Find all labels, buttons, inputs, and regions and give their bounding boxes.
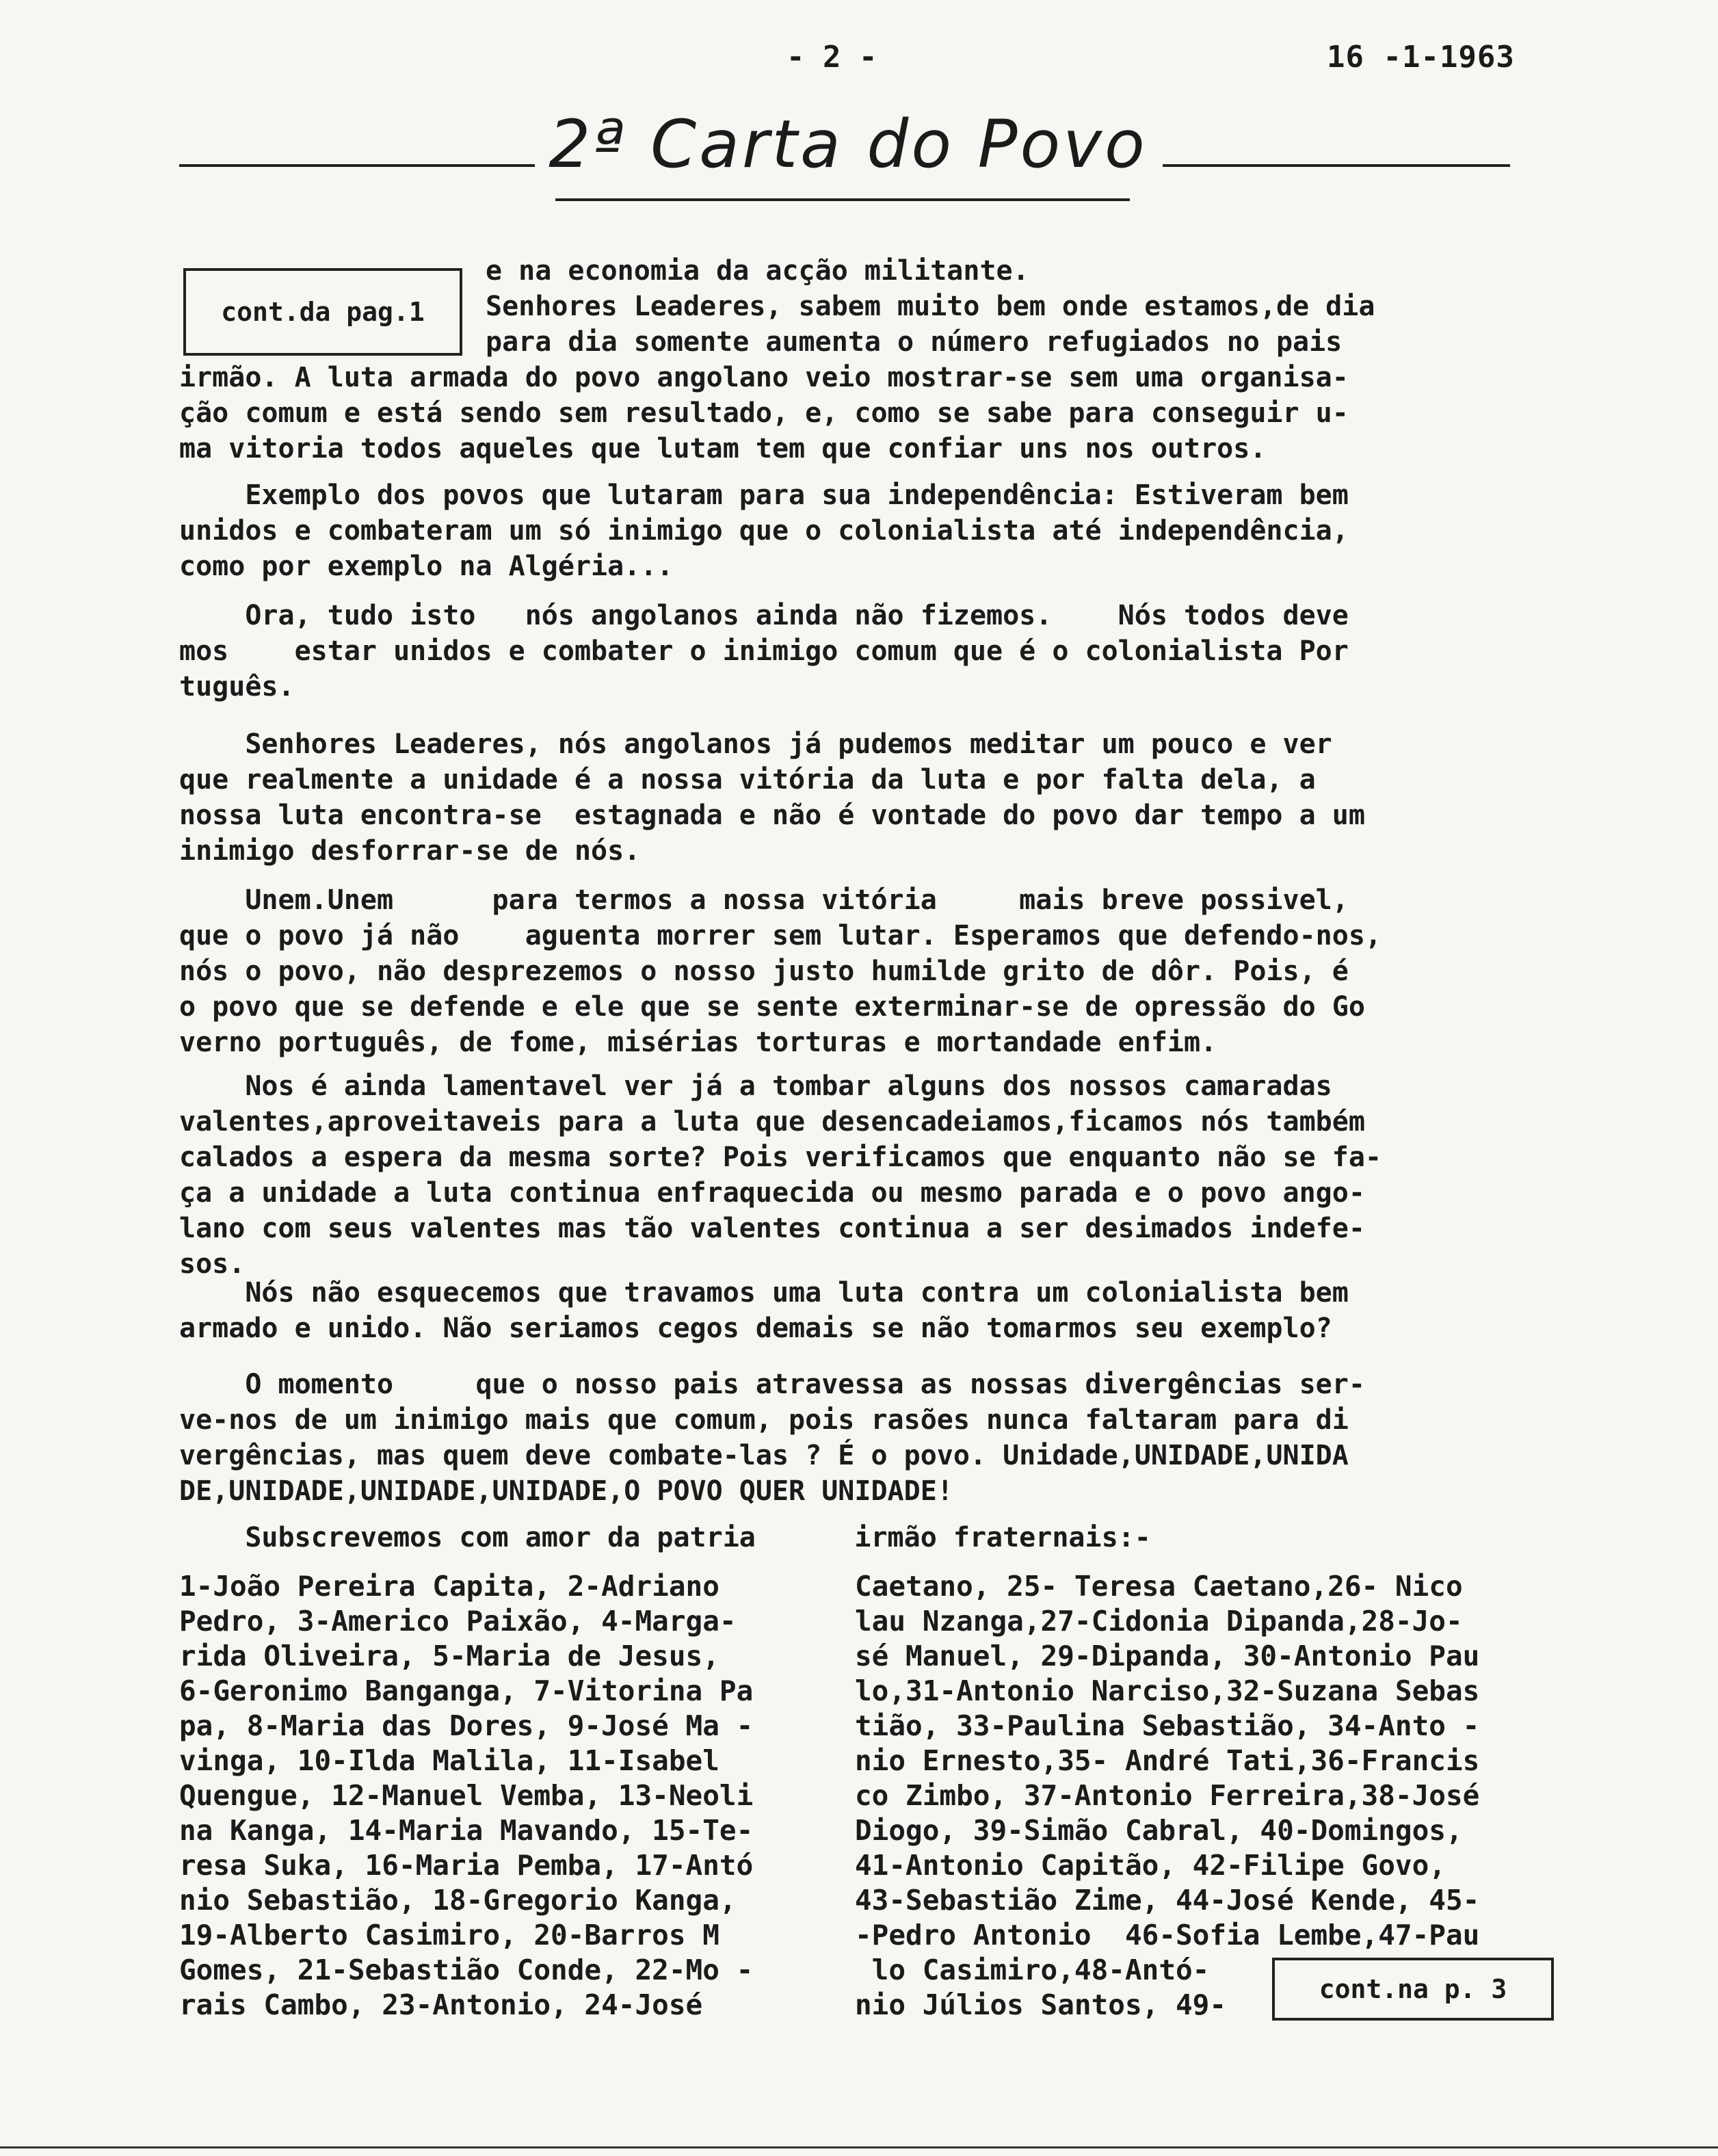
signatories-right-column: Caetano, 25- Teresa Caetano,26- Nico lau Nzanga,27-Cidonia Dipanda,28-Jo- sé Manuel, 29-Dipanda, 30-Antonio Pau lo,31-Antonio Narciso,32-Suzana Sebas tião, 33-Paulina Sebastião, 34-Anto - nio Ernesto,35- André Tati,36-Francis co Zimbo, 37-Antonio Ferreira,38-José Diogo, 39-Simão Cabral, 40-Domingos, 41-Antonio Capitão, 42-Filipe Govo, 43-Sebastião Zime, 44-José Kende, 45- -Pedro Antonio 46-Sofia Lembe,47-Pau lo Casimiro,48-Antó- nio Júlios Santos, 49- [855,1570,1480,2021]
paragraph-3: Senhores Leaderes, nós angolanos já pudemos meditar um pouco e ver que realmente a unidade é a nossa vitória da luta e por falta dela, a nossa luta encontra-se estagnada e não é vontade do povo dar tempo a um inimigo desforrar-se de nós. [179,728,1365,867]
continued-from-label: cont.da pag.1 [221,297,425,327]
intro-lines: e na economia da acção militante. Senhores Leaderes, sabem muito bem onde estamos,de dia para dia somente aumenta o número refugiados no pais [486,255,1375,358]
paragraph-6: Nós não esquecemos que travamos uma luta contra um colonialista bem armado e unido. Não seriamos cegos demais se não tomarmos seu exemplo? [179,1277,1349,1344]
paragraph-1: Exemplo dos povos que lutaram para sua independência: Estiveram bem unidos e combateram um só inimigo que o colonialista até independência, como por exemplo na Algéria... [179,479,1349,582]
title-rule-left [179,164,535,167]
paragraph-7: O momento que o nosso pais atravessa as nossas divergências ser- ve-nos de um inimigo mais que comum, pois rasões nunca faltaram para di vergências, mas quem deve combate-las ? É o povo. Unidade,UNIDADE,UNIDA DE,UNIDADE,UNIDADE,UNIDADE,O POVO QUER UNIDADE! [179,1369,1365,1507]
paragraph-2: Ora, tudo isto nós angolanos ainda não fizemos. Nós todos deve mos estar unidos e combater o inimigo comum que é o colonialista Por tuguês. [179,600,1349,702]
document-date: 16 -1-1963 [1327,40,1515,75]
continued-to-box [1272,1958,1554,2021]
paragraph-5: Nos é ainda lamentavel ver já a tombar alguns dos nossos camaradas valentes,aproveitaveis para a luta que desencadeiamos,ficamos nós também calados a espera da mesma sorte? Pois verificamos que enquanto não se fa- ça a unidade a luta continua enfraquecida ou mesmo parada e o povo ango- lano com seus valentes mas tão valentes continua a ser desimados indefe- sos. [179,1070,1382,1280]
document-title: 2ª Carta do Povo [549,106,1148,183]
intro-continuation: irmão. A luta armada do povo angolano veio mostrar-se sem uma organisa- ção comum e está sendo sem resultado, e, como se sabe para conseguir u- ma vitoria todos aqueles que lutam tem que confiar uns nos outros. [179,362,1349,464]
continued-to-label: cont.na p. 3 [1319,1974,1507,2004]
bottom-edge-rule [0,2146,1718,2148]
paragraph-4: Unem.Unem para termos a nossa vitória mais breve possivel, que o povo já não aguenta morrer sem lutar. Esperamos que defendo-nos, nós o povo, não desprezemos o nosso justo humilde grito de dôr. Pois, é o povo que se defende e ele que se sente exterminar-se de opressão do Go verno português, de fome, misérias torturas e mortandade enfim. [179,884,1382,1058]
signatories-left-column: 1-João Pereira Capita, 2-Adriano Pedro, 3-Americo Paixão, 4-Marga- rida Oliveira, 5-Maria de Jesus, 6-Geronimo Banganga, 7-Vitorina Pa pa, 8-Maria das Dores, 9-José Ma - vinga, 10-Ilda Malila, 11-Isabel Quengue, 12-Manuel Vemba, 13-Neoli na Kanga, 14-Maria Mavando, 15-Te- resa Suka, 16-Maria Pemba, 17-Antó nio Sebastião, 18-Gregorio Kanga, 19-Alberto Casimiro, 20-Barros M Gomes, 21-Sebastião Conde, 22-Mo - rais Cambo, 23-Antonio, 24-José [179,1570,754,2021]
title-rule-right [1163,164,1510,167]
subscription-line: Subscrevemos com amor da patria irmão fraternais:- [179,1522,1151,1553]
title-underline [555,198,1130,201]
intro-paragraph [179,253,1375,360]
page-number: - 2 - [787,40,877,75]
